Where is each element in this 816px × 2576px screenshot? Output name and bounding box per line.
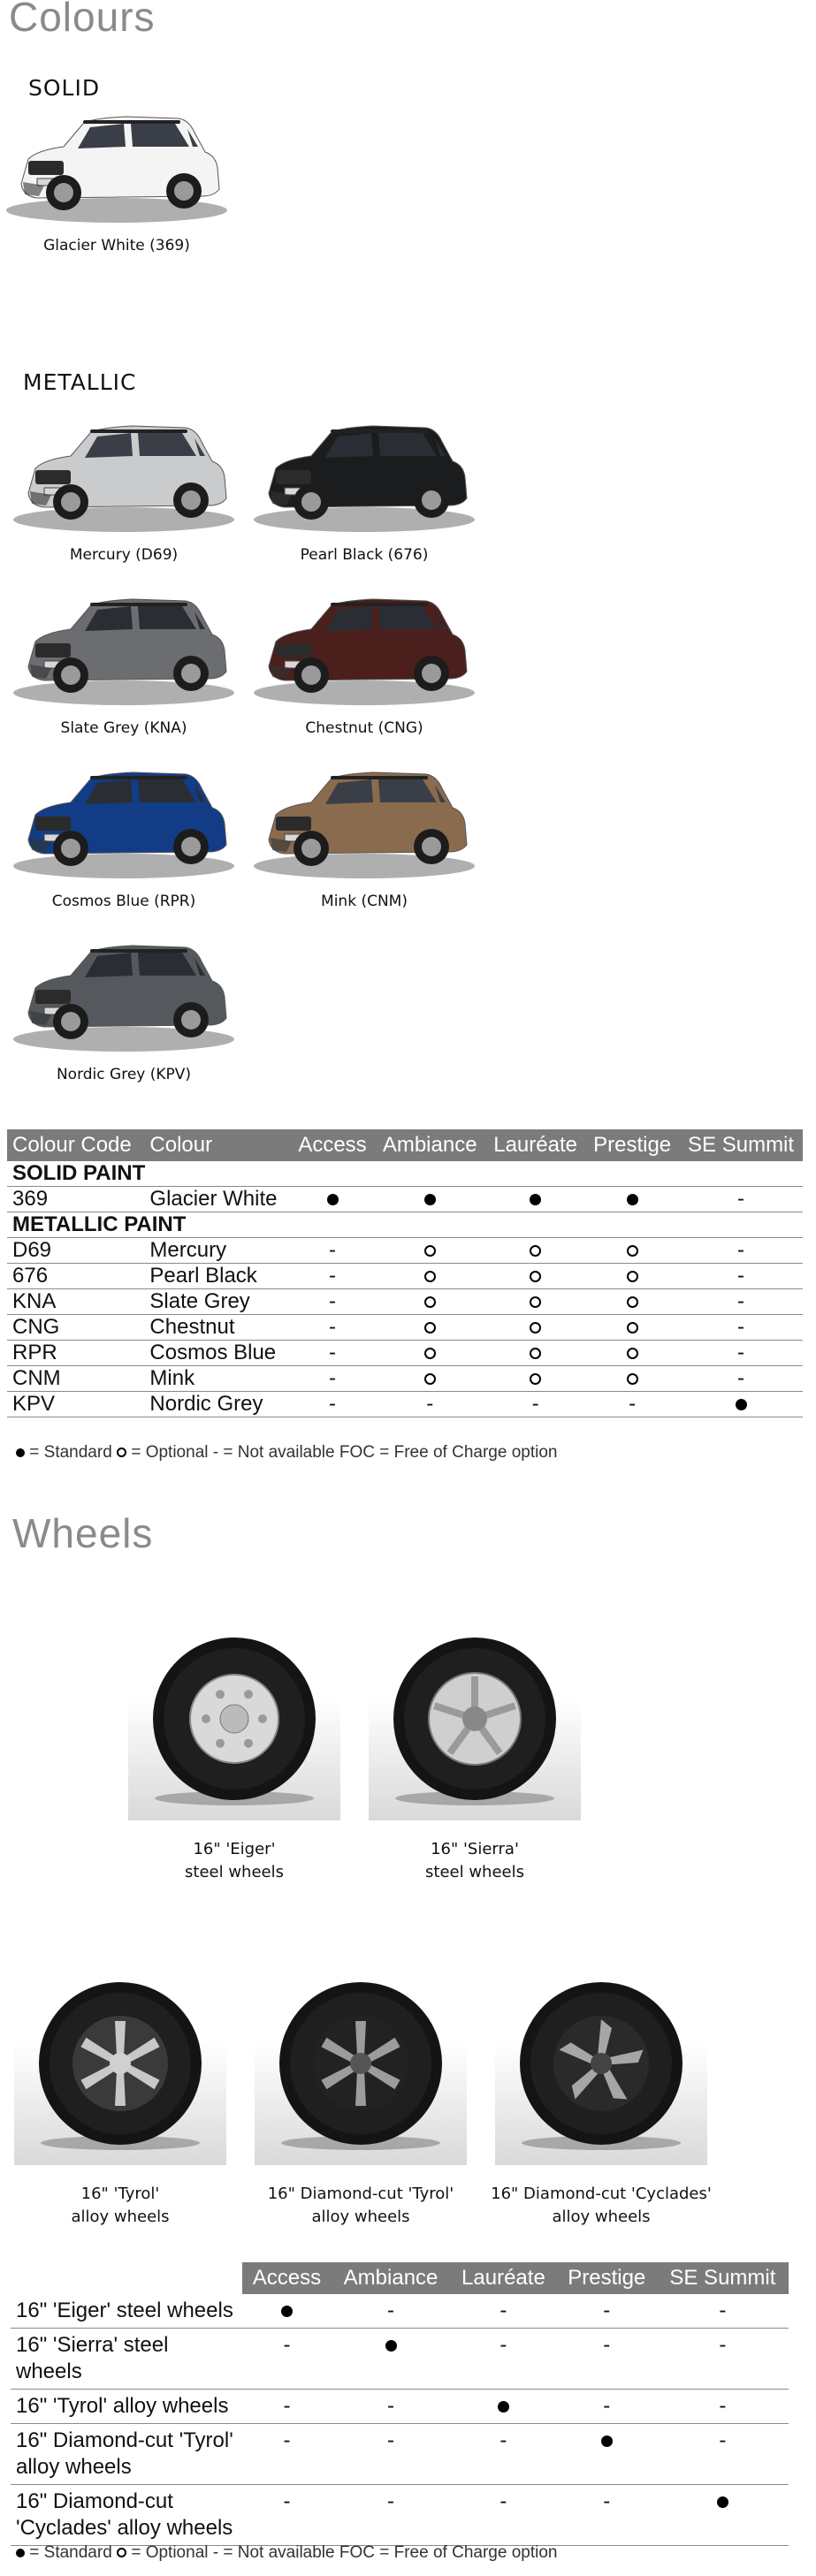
availability-cell xyxy=(557,2424,657,2485)
not-available-dash: - xyxy=(500,2489,507,2513)
column-header: Prestige xyxy=(557,2262,657,2294)
availability-cell xyxy=(450,2424,557,2485)
group-row xyxy=(7,1161,803,1187)
table-row xyxy=(7,1289,803,1315)
solid-cars-section xyxy=(0,97,354,345)
table-row xyxy=(7,1264,803,1289)
column-header: SE Summit xyxy=(679,1129,803,1161)
table-row xyxy=(7,1315,803,1341)
availability-cell xyxy=(485,1341,585,1366)
standard-dot-icon xyxy=(717,2496,728,2508)
wheel-image xyxy=(128,1617,340,1820)
availability-cell xyxy=(585,1315,679,1341)
colour-code: RPR xyxy=(7,1341,144,1366)
availability-cell xyxy=(374,1187,485,1212)
wheel-caption xyxy=(355,1838,594,1884)
colour-name: Cosmos Blue xyxy=(144,1341,290,1366)
wheel-caption-line: 16" Diamond-cut 'Cyclades' xyxy=(491,2185,712,2203)
availability-cell xyxy=(485,1392,585,1417)
availability-cell xyxy=(374,1289,485,1315)
not-available-dash: - xyxy=(329,1392,336,1416)
availability-cell xyxy=(585,1238,679,1264)
availability-cell xyxy=(291,1341,375,1366)
not-available-dash: - xyxy=(387,2394,395,2418)
car-tile xyxy=(9,753,239,910)
wheel-caption-line: steel wheels xyxy=(185,1863,284,1881)
availability-cell xyxy=(242,2390,332,2424)
table-row xyxy=(7,1341,803,1366)
wheels-row-2 xyxy=(0,1962,816,2245)
optional-circle-icon xyxy=(627,1245,638,1257)
availability-cell xyxy=(679,1187,803,1212)
car-image xyxy=(249,580,479,712)
wheel-label: 16" 'Tyrol' alloy wheels xyxy=(11,2390,242,2424)
table-row xyxy=(11,2329,789,2390)
availability-cell xyxy=(291,1315,375,1341)
not-available-dash: - xyxy=(719,2299,727,2322)
availability-cell xyxy=(374,1366,485,1392)
not-available-dash: - xyxy=(387,2489,395,2513)
availability-cell xyxy=(485,1187,585,1212)
not-available-dash: - xyxy=(500,2428,507,2452)
availability-cell xyxy=(557,2329,657,2390)
table-row xyxy=(7,1392,803,1417)
wheels-title: Wheels xyxy=(12,1510,154,1556)
table-row xyxy=(7,1187,803,1212)
optional-circle-icon xyxy=(424,1348,436,1359)
wheel-caption xyxy=(240,2183,481,2229)
not-available-dash: - xyxy=(737,1264,745,1288)
car-caption: Chestnut (CNG) xyxy=(305,719,423,737)
car-caption: Slate Grey (KNA) xyxy=(60,719,187,737)
availability-cell xyxy=(657,2294,789,2329)
optional-circle-icon xyxy=(627,1373,638,1385)
availability-cell xyxy=(291,1238,375,1264)
availability-cell xyxy=(585,1264,679,1289)
column-header: Prestige xyxy=(585,1129,679,1161)
wheel-caption-line: 16" Diamond-cut 'Tyrol' xyxy=(267,2185,454,2203)
metallic-heading: METALLIC xyxy=(23,369,137,395)
wheel-tile xyxy=(240,1962,481,2229)
availability-cell xyxy=(657,2390,789,2424)
column-header: Lauréate xyxy=(485,1129,585,1161)
standard-dot-icon xyxy=(627,1194,638,1205)
colour-table-header xyxy=(7,1129,803,1161)
colour-code: KNA xyxy=(7,1289,144,1315)
wheel-caption xyxy=(0,2183,240,2229)
car-image xyxy=(9,580,239,712)
wheel-label: 16" 'Sierra' steel wheels xyxy=(11,2329,242,2390)
not-available-dash: - xyxy=(603,2333,611,2357)
not-available-dash: - xyxy=(329,1264,336,1288)
table-row xyxy=(7,1366,803,1392)
table-row xyxy=(11,2424,789,2485)
colour-legend-text: = Standard = Optional - = Not available FOC = Free of Charge option xyxy=(29,1443,558,1462)
availability-cell xyxy=(485,1315,585,1341)
column-header: Ambiance xyxy=(374,1129,485,1161)
standard-dot-icon xyxy=(281,2306,293,2317)
group-label: SOLID PAINT xyxy=(7,1161,803,1187)
availability-cell xyxy=(679,1341,803,1366)
wheel-tile xyxy=(481,1962,721,2229)
optional-circle-icon xyxy=(117,2548,126,2557)
car-image xyxy=(249,753,479,885)
colour-code: CNM xyxy=(7,1366,144,1392)
wheel-legend-text: = Standard = Optional - = Not available FOC = Free of Charge option xyxy=(29,2543,558,2562)
availability-cell xyxy=(332,2294,450,2329)
availability-cell xyxy=(332,2424,450,2485)
optional-circle-icon xyxy=(424,1296,436,1308)
availability-cell xyxy=(450,2294,557,2329)
availability-cell xyxy=(679,1315,803,1341)
colour-name: Nordic Grey xyxy=(144,1392,290,1417)
wheel-caption-line: 16" 'Tyrol' xyxy=(80,2185,160,2203)
column-header: SE Summit xyxy=(657,2262,789,2294)
car-image xyxy=(9,753,239,885)
wheel-legend xyxy=(16,2543,557,2563)
availability-cell xyxy=(679,1238,803,1264)
optional-circle-icon xyxy=(530,1373,541,1385)
availability-cell xyxy=(374,1315,485,1341)
availability-cell xyxy=(374,1341,485,1366)
colour-name: Mink xyxy=(144,1366,290,1392)
not-available-dash: - xyxy=(531,1392,539,1416)
wheel-image xyxy=(14,1962,226,2165)
car-tile xyxy=(2,97,232,255)
wheel-label: 16" 'Eiger' steel wheels xyxy=(11,2294,242,2329)
optional-circle-icon xyxy=(530,1322,541,1334)
availability-cell xyxy=(679,1264,803,1289)
wheel-image xyxy=(369,1617,581,1820)
car-caption: Nordic Grey (KPV) xyxy=(56,1066,192,1083)
not-available-dash: - xyxy=(737,1315,745,1339)
standard-dot-icon xyxy=(385,2340,397,2352)
car-image xyxy=(9,926,239,1059)
not-available-dash: - xyxy=(719,2394,727,2418)
availability-cell xyxy=(374,1264,485,1289)
availability-cell xyxy=(291,1392,375,1417)
availability-cell xyxy=(291,1264,375,1289)
optional-circle-icon xyxy=(424,1322,436,1334)
wheel-label: 16" Diamond-cut 'Cyclades' alloy wheels xyxy=(11,2485,242,2546)
colour-name: Pearl Black xyxy=(144,1264,290,1289)
optional-circle-icon xyxy=(627,1296,638,1308)
availability-cell xyxy=(585,1289,679,1315)
not-available-dash: - xyxy=(387,2428,395,2452)
not-available-dash: - xyxy=(329,1238,336,1262)
availability-cell xyxy=(374,1238,485,1264)
optional-circle-icon xyxy=(117,1448,126,1457)
table-row xyxy=(7,1238,803,1264)
wheel-caption xyxy=(481,2183,721,2229)
availability-cell xyxy=(485,1366,585,1392)
wheel-caption-line: alloy wheels xyxy=(311,2207,410,2226)
colour-name: Chestnut xyxy=(144,1315,290,1341)
not-available-dash: - xyxy=(719,2428,727,2452)
availability-cell xyxy=(450,2329,557,2390)
colour-name: Slate Grey xyxy=(144,1289,290,1315)
group-label: METALLIC PAINT xyxy=(7,1212,803,1238)
car-image xyxy=(249,407,479,539)
solid-heading: SOLID xyxy=(28,75,101,101)
colour-table xyxy=(7,1129,803,1417)
availability-cell xyxy=(585,1187,679,1212)
availability-cell xyxy=(485,1289,585,1315)
availability-cell xyxy=(291,1289,375,1315)
wheel-caption xyxy=(115,1838,354,1884)
colour-code: CNG xyxy=(7,1315,144,1341)
car-tile xyxy=(9,407,239,564)
not-available-dash: - xyxy=(719,2333,727,2357)
availability-cell xyxy=(332,2485,450,2546)
wheel-table xyxy=(11,2262,789,2546)
not-available-dash: - xyxy=(629,1392,637,1416)
availability-cell xyxy=(242,2294,332,2329)
wheel-tile xyxy=(115,1617,354,1884)
car-caption: Pearl Black (676) xyxy=(300,546,429,564)
wheel-caption-line: 16" 'Sierra' xyxy=(431,1840,519,1858)
column-header: Access xyxy=(242,2262,332,2294)
not-available-dash: - xyxy=(737,1366,745,1390)
availability-cell xyxy=(485,1238,585,1264)
car-image xyxy=(9,407,239,539)
colour-name: Mercury xyxy=(144,1238,290,1264)
car-tile xyxy=(9,926,239,1083)
wheel-caption-line: alloy wheels xyxy=(552,2207,651,2226)
car-tile xyxy=(249,580,479,737)
not-available-dash: - xyxy=(283,2394,291,2418)
not-available-dash: - xyxy=(737,1289,745,1313)
optional-circle-icon xyxy=(424,1373,436,1385)
optional-circle-icon xyxy=(530,1348,541,1359)
car-caption: Mink (CNM) xyxy=(321,893,408,910)
table-row xyxy=(11,2485,789,2546)
not-available-dash: - xyxy=(737,1238,745,1262)
table-row xyxy=(11,2390,789,2424)
car-tile xyxy=(249,753,479,910)
wheel-caption-line: steel wheels xyxy=(425,1863,524,1881)
not-available-dash: - xyxy=(603,2394,611,2418)
wheel-caption-line: alloy wheels xyxy=(71,2207,170,2226)
availability-cell xyxy=(557,2294,657,2329)
availability-cell xyxy=(585,1341,679,1366)
optional-circle-icon xyxy=(627,1322,638,1334)
availability-cell xyxy=(657,2485,789,2546)
availability-cell xyxy=(374,1392,485,1417)
not-available-dash: - xyxy=(329,1315,336,1339)
standard-dot-icon xyxy=(530,1194,541,1205)
optional-circle-icon xyxy=(627,1271,638,1282)
colour-name: Glacier White xyxy=(144,1187,290,1212)
standard-dot-icon xyxy=(498,2401,509,2413)
colour-legend xyxy=(16,1443,557,1463)
column-header: Ambiance xyxy=(332,2262,450,2294)
standard-dot-icon xyxy=(16,1448,25,1457)
availability-cell xyxy=(291,1187,375,1212)
car-tile xyxy=(9,580,239,737)
car-image xyxy=(2,97,232,230)
availability-cell xyxy=(291,1366,375,1392)
wheel-tile xyxy=(0,1962,240,2229)
availability-cell xyxy=(679,1289,803,1315)
standard-dot-icon xyxy=(327,1194,339,1205)
column-header: Colour xyxy=(144,1129,290,1161)
column-header: Colour Code xyxy=(7,1129,144,1161)
availability-cell xyxy=(485,1264,585,1289)
availability-cell xyxy=(332,2329,450,2390)
not-available-dash: - xyxy=(283,2428,291,2452)
availability-cell xyxy=(585,1366,679,1392)
availability-cell xyxy=(679,1366,803,1392)
not-available-dash: - xyxy=(603,2299,611,2322)
optional-circle-icon xyxy=(530,1296,541,1308)
group-row xyxy=(7,1212,803,1238)
metallic-cars-section xyxy=(0,389,495,1087)
colours-title: Colours xyxy=(9,0,156,40)
not-available-dash: - xyxy=(329,1366,336,1390)
car-caption: Glacier White (369) xyxy=(43,237,190,255)
availability-cell xyxy=(657,2329,789,2390)
standard-dot-icon xyxy=(736,1399,747,1410)
not-available-dash: - xyxy=(500,2333,507,2357)
not-available-dash: - xyxy=(329,1289,336,1313)
wheel-image xyxy=(255,1962,467,2165)
table-row xyxy=(11,2294,789,2329)
colour-code: KPV xyxy=(7,1392,144,1417)
blank-header xyxy=(11,2262,242,2294)
not-available-dash: - xyxy=(283,2489,291,2513)
availability-cell xyxy=(557,2390,657,2424)
not-available-dash: - xyxy=(500,2299,507,2322)
column-header: Access xyxy=(291,1129,375,1161)
availability-cell xyxy=(332,2390,450,2424)
not-available-dash: - xyxy=(387,2299,395,2322)
availability-cell xyxy=(450,2485,557,2546)
car-tile xyxy=(249,407,479,564)
not-available-dash: - xyxy=(329,1341,336,1364)
optional-circle-icon xyxy=(530,1245,541,1257)
wheel-image xyxy=(495,1962,707,2165)
not-available-dash: - xyxy=(283,2333,291,2357)
column-header: Lauréate xyxy=(450,2262,557,2294)
not-available-dash: - xyxy=(737,1341,745,1364)
availability-cell xyxy=(242,2329,332,2390)
car-caption: Cosmos Blue (RPR) xyxy=(51,893,196,910)
optional-circle-icon xyxy=(530,1271,541,1282)
wheels-row-1 xyxy=(0,1617,816,1900)
not-available-dash: - xyxy=(603,2489,611,2513)
availability-cell xyxy=(679,1392,803,1417)
car-caption: Mercury (D69) xyxy=(69,546,179,564)
optional-circle-icon xyxy=(424,1271,436,1282)
availability-cell xyxy=(242,2485,332,2546)
standard-dot-icon xyxy=(424,1194,436,1205)
availability-cell xyxy=(585,1392,679,1417)
availability-cell xyxy=(242,2424,332,2485)
availability-cell xyxy=(557,2485,657,2546)
standard-dot-icon xyxy=(601,2435,613,2447)
wheel-tile xyxy=(355,1617,594,1884)
wheel-caption-line: 16" 'Eiger' xyxy=(193,1840,276,1858)
optional-circle-icon xyxy=(424,1245,436,1257)
not-available-dash: - xyxy=(737,1187,745,1211)
wheel-label: 16" Diamond-cut 'Tyrol' alloy wheels xyxy=(11,2424,242,2485)
availability-cell xyxy=(657,2424,789,2485)
colour-code: D69 xyxy=(7,1238,144,1264)
not-available-dash: - xyxy=(426,1392,434,1416)
standard-dot-icon xyxy=(16,2549,25,2557)
availability-cell xyxy=(450,2390,557,2424)
wheel-table-header xyxy=(11,2262,789,2294)
optional-circle-icon xyxy=(627,1348,638,1359)
colour-code: 676 xyxy=(7,1264,144,1289)
colour-code: 369 xyxy=(7,1187,144,1212)
